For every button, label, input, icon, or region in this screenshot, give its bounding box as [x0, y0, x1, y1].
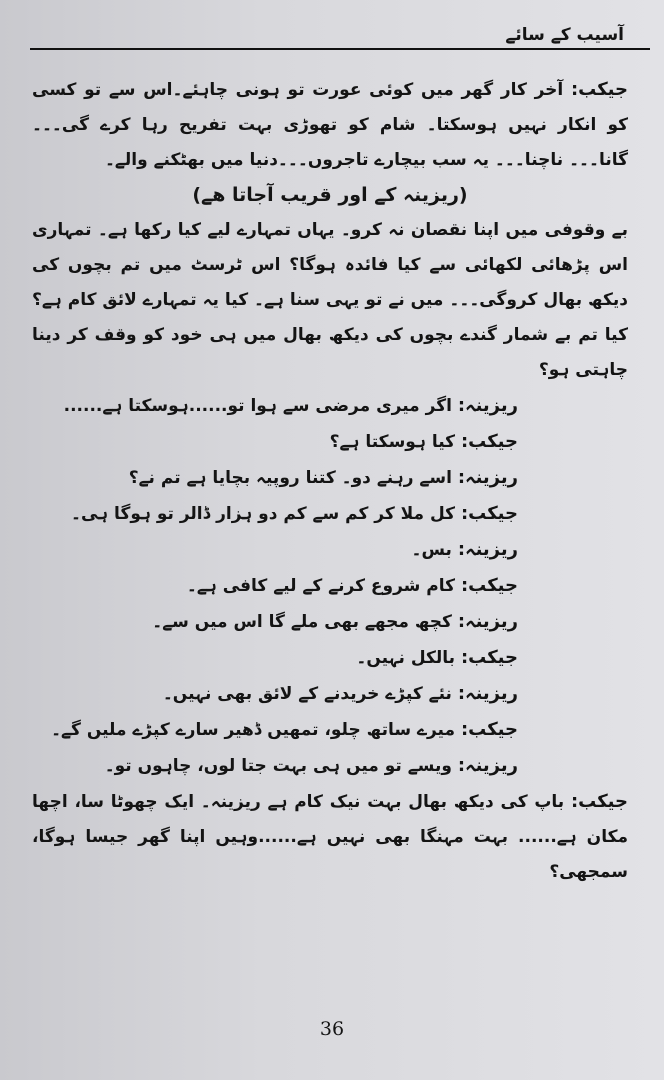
speaker-name: ریزینہ: [457, 755, 518, 776]
dialogue-line [32, 748, 628, 784]
speaker-name: ریزینہ: [457, 467, 518, 488]
dialogue-text: کل ملا کر کم سے کم دو ہزار ڈالر تو ہوگا ہی۔ [71, 504, 461, 524]
dialogue-text: کیا ہوسکتا ہے؟ [329, 432, 461, 452]
speaker-name: ریزینہ: [457, 611, 518, 632]
dialogue-line [32, 496, 628, 532]
page-number: 36 [319, 1018, 345, 1040]
dialogue-text: اسے رہنے دو۔ کتنا روپیہ بچایا ہے تم نے؟ [128, 468, 458, 488]
running-header: آسیب کے سائے [505, 25, 624, 45]
speaker-name: جیکب: [460, 647, 518, 668]
dialogue-text: بس۔ [411, 540, 458, 560]
header-rule [30, 48, 650, 50]
dialogue-text: نئے کپڑے خریدنے کے لائق بھی نہیں۔ [162, 684, 458, 704]
speaker-name: ریزینہ: [457, 395, 518, 416]
dialogue-text: باپ کی دیکھ بھال بہت نیک کام ہے ریزینہ۔ ایک چھوٹا سا، اچھا مکان ہے...... بہت مہنگا بھی نہیں ہے......وہیں اپنا گھر جیسا ہوگا، سمجھی؟ [32, 792, 628, 882]
speaker-name: جیکب: [460, 431, 518, 452]
speaker-name: جیکب: [460, 719, 518, 740]
dialogue-line [32, 424, 628, 460]
dialogue-text: آخر کار گھر میں کوئی عورت تو ہونی چاہئے۔اس سے تو کسی کو انکار نہیں ہوسکتا۔ شام کو تھوڑی بہت تفریح رہا کرے گی۔۔۔ گانا۔۔۔ ناچنا۔۔۔ یہ سب بیچارے تاجروں۔۔۔دنیا میں بھٹکنے والے۔ [32, 80, 628, 170]
dialogue-line [32, 604, 628, 640]
dialogue-line [32, 568, 628, 604]
dialogue-text: کام شروع کرنے کے لیے کافی ہے۔ [186, 576, 461, 596]
dialogue-line [32, 640, 628, 676]
dialogue-body [32, 70, 628, 890]
dialogue-line [32, 532, 628, 568]
dialogue-text: بے وقوفی میں اپنا نقصان نہ کرو۔ یہاں تمہارے لیے کیا رکھا ہے۔ تمہاری اس پڑھائی لکھائی سے کیا فائدہ ہوگا؟ اس ٹرسٹ میں تم بچوں کی دیکھ بھال کروگی۔۔۔ میں نے تو یہی سنا ہے۔ کیا یہ تمہارے لائق کام ہے؟ کیا تم بے شمار گندے بچوں کی دیکھ بھال میں ہی خود کو وقف کر دینا چاہتی ہو؟ [32, 220, 628, 380]
dialogue-text: میرے ساتھ چلو، تمھیں ڈھیر سارے کپڑے ملیں گے۔ [51, 720, 461, 740]
dialogue-line [32, 784, 628, 890]
dialogue-line [32, 460, 628, 496]
speaker-name: ریزینہ: [457, 539, 518, 560]
dialogue-line [32, 676, 628, 712]
dialogue-line [32, 712, 628, 748]
dialogue-text: کچھ مجھے بھی ملے گا اس میں سے۔ [152, 612, 458, 632]
speaker-name: جیکب: [570, 79, 628, 100]
dialogue-text: بالکل نہیں۔ [356, 648, 461, 668]
dialogue-text: ویسے تو میں ہی بہت جتا لوں، چاہوں تو۔ [104, 756, 458, 776]
dialogue-text: اگر میری مرضی سے ہوا تو......ہوسکتا ہے...... [63, 396, 458, 416]
stage-direction: (ریزینہ کے اور قریب آجاتا ھے) [192, 184, 468, 206]
dialogue-line [32, 72, 628, 178]
dialogue-line [32, 388, 628, 424]
speaker-name: ریزینہ: [457, 683, 518, 704]
speaker-name: جیکب: [460, 575, 518, 596]
speaker-name: جیکب: [570, 791, 628, 812]
speaker-name: جیکب: [460, 503, 518, 524]
